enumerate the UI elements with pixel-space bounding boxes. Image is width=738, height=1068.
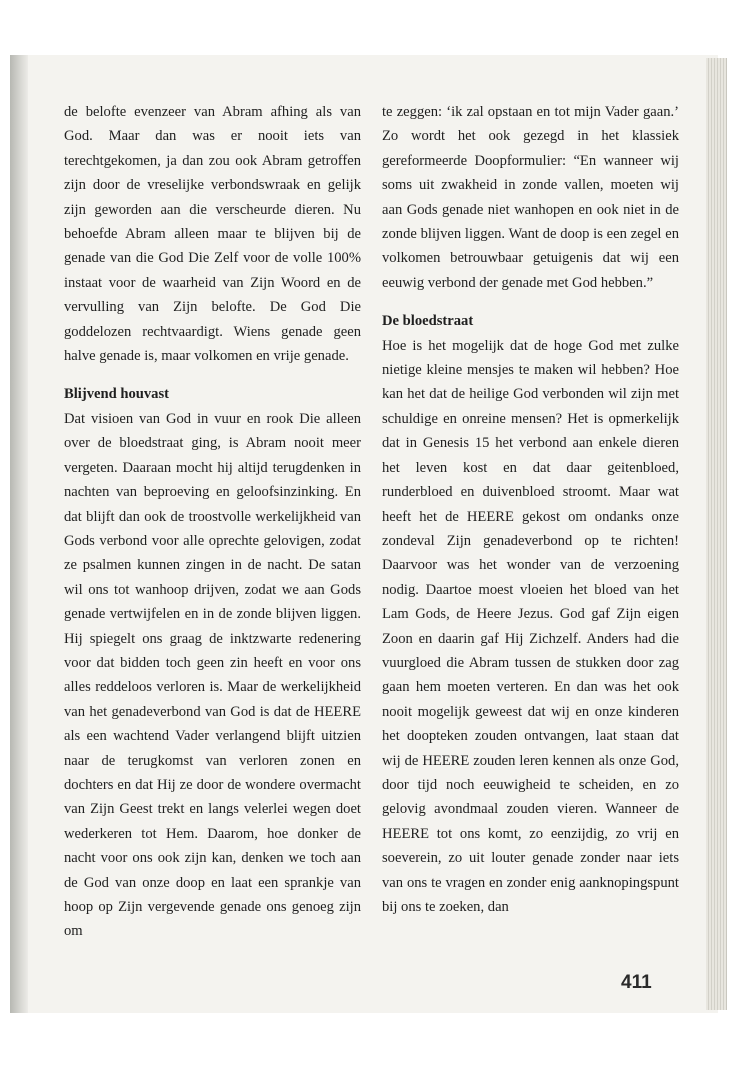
right-paragraph-1: te zeggen: ‘ik zal opstaan en tot mijn Vader gaan.’ Zo wordt het ook gezegd in het klassiek gereformeerde Doopformulier: “En wanneer wij soms uit zwakheid in zonde vallen, moeten wij aan Gods genade niet wanhopen en ook niet in de zonde blijven liggen. Want de doop is een zegel en volkomen betrouwbaar getuigenis dat wij een eeuwig verbond der genade met God hebben.” xyxy=(382,104,679,291)
page-spine-shadow xyxy=(10,55,28,1013)
page-edges xyxy=(706,58,727,1010)
left-paragraph-1: de belofte evenzeer van Abram afhing als van God. Maar dan was er nooit iets van terechtgekomen, ja dan zou ook Abram getroffen zijn door de vreselijke verbondswraak en gelijk zijn geworden aan die verscheurde dieren. Nu behoefde Abram alleen maar te blijven bij de genade van die God Die Zelf voor de volle 100% instaat voor de waarheid van Zijn Woord en de vervulling van Zijn belofte. De God Die goddelozen rechtvaardigt. Wiens genade geen halve genade is, maar volkomen en vrije genade. xyxy=(64,104,361,365)
right-column xyxy=(382,100,679,919)
heading-de-bloedstraat: De bloedstraat xyxy=(382,313,474,330)
heading-blijvend-houvast: Blijvend houvast xyxy=(64,386,170,403)
left-column xyxy=(64,100,361,944)
left-paragraph-2: Dat visioen van God in vuur en rook Die alleen over de bloedstraat ging, is Abram nooit meer vergeten. Daaraan mocht hij altijd terugdenken in nachten van beproeving en geloofsinzinking. En dat blijft dan ook de troostvolle werkelijkheid van Gods verbond voor alle oprechte gelovigen, zodat ze psalmen kunnen zingen in de nacht. De satan wil ons tot wanhoop drijven, zodat we aan Gods genade vertwijfelen en in de zonde blijven liggen. Hij spiegelt ons graag de inktzwarte redenering voor dat bidden toch geen zin heeft en voor ons alles reddeloos verloren is. Maar de werkelijkheid van het genadeverbond van God is dat de HEERE als een wachtend Vader verlangend blijft uitzien naar de terugkomst van verloren zonen en dochters en dat Hij ze door de wondere overmacht van Zijn Geest trekt en langs velerlei wegen doet wederkeren tot Hem. Daarom, hoe donker de nacht voor ons ook zijn kan, denken we toch aan de God van onze doop en laat een sprankje van hoop op Zijn vergevende genade ons genoeg zijn om xyxy=(64,410,361,940)
page-number: 411 xyxy=(621,972,652,993)
right-paragraph-2: Hoe is het mogelijk dat de hoge God met zulke nietige kleine mensjes te maken wil hebben? Hoe kan het dat de heilige God verbonden wil zijn met schuldige en onreine mensen? Het is opmerkelijk dat in Genesis 15 het verbond aan enkele dieren het leven kost en dat daar geitenbloed, runderbloed en duivenbloed stroomt. Maar wat heeft het de HEERE gekost om ondanks onze zondeval Zijn genadeverbond op te richten! Daarvoor was het wonder van de verzoening nodig. Daartoe moest vloeien het bloed van het Lam Gods, de Heere Jezus. God gaf Zijn eigen Zoon en daarin gaf Hij Zichzelf. Anders had die vuurgloed die Abram tussen de stukken door zag gaan hem moeten verteren. En dan was het ook nooit mogelijk geweest dat wij en onze kinderen het doopteken zouden ontvangen, laat staan dat wij de HEERE zouden leren kennen als onze God, door tijd noch eeuwigheid te scheiden, en zo gelovig avondmaal zouden vieren. Wanneer de HEERE tot ons komt, zo eenzijdig, zo vrij en soeverein, zo uit louter genade zonder naar iets van ons te vragen en zonder enig aanknopingspunt bij ons te zoeken, dan xyxy=(382,337,679,915)
